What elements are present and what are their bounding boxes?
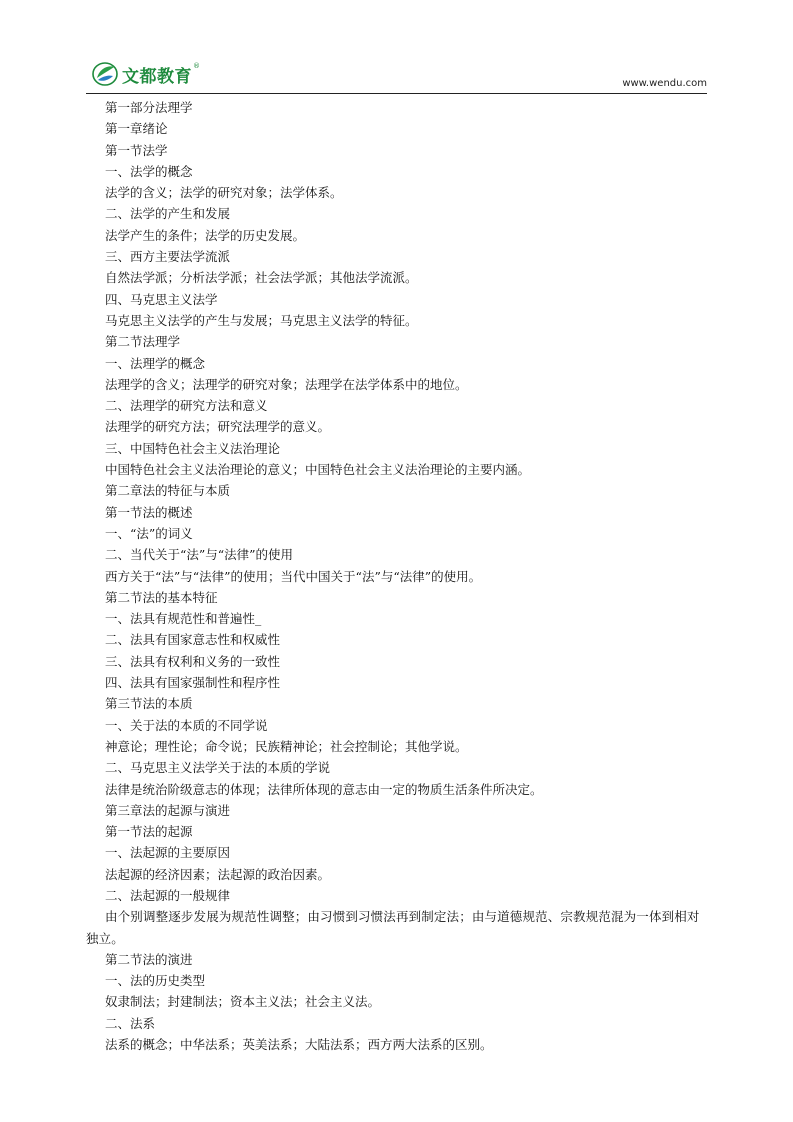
topic-detail: 法系的概念；中华法系；英美法系；大陆法系；西方两大法系的区别。 (105, 1037, 493, 1053)
chapter-title: 第二章法的特征与本质 (105, 483, 231, 499)
topic-detail: 法律是统治阶级意志的体现；法律所体现的意志由一定的物质生活条件所决定。 (105, 781, 543, 797)
topic-heading: 二、法学的产生和发展 (105, 206, 231, 222)
topic-heading: 一、法具有规范性和普遍性_ (105, 611, 262, 627)
topic-heading: 一、“法”的词义 (105, 525, 193, 541)
topic-detail: 法理学的含义；法理学的研究对象；法理学在法学体系中的地位。 (105, 376, 468, 392)
topic-heading: 一、法学的概念 (105, 163, 193, 179)
page-header (0, 0, 793, 96)
topic-detail: 神意论；理性论；命令说；民族精神论；社会控制论；其他学说。 (105, 738, 468, 754)
wendu-logo (92, 60, 200, 88)
topic-detail: 西方关于“法”与“法律”的使用；当代中国关于“法”与“法律”的使用。 (105, 568, 482, 584)
chapter-title: 第一章绪论 (105, 121, 168, 137)
topic-heading: 二、当代关于“法”与“法律”的使用 (105, 547, 294, 563)
topic-detail: 法学的含义；法学的研究对象；法学体系。 (105, 185, 343, 201)
topic-detail: 法起源的经济因素；法起源的政治因素。 (105, 866, 331, 882)
topic-heading: 三、法具有权利和义务的一致性 (105, 653, 281, 669)
section-title: 第一节法学 (105, 142, 168, 158)
section-title: 第一节法的概述 (105, 504, 193, 520)
topic-heading: 二、马克思主义法学关于法的本质的学说 (105, 760, 331, 776)
topic-heading: 二、法起源的一般规律 (105, 887, 231, 903)
topic-detail: 自然法学派；分析法学派；社会法学派；其他法学流派。 (105, 270, 418, 286)
section-title: 第二节法的基本特征 (105, 589, 218, 605)
logo-registered-mark: ® (193, 62, 200, 70)
wendu-leaf-icon (92, 61, 118, 87)
chapter-title: 第三章法的起源与演进 (105, 802, 231, 818)
topic-detail: 中国特色社会主义法治理论的意义；中国特色社会主义法治理论的主要内涵。 (105, 462, 531, 478)
topic-heading: 四、马克思主义法学 (105, 291, 218, 307)
topic-heading: 二、法理学的研究方法和意义 (105, 398, 268, 414)
topic-heading: 一、法的历史类型 (105, 973, 206, 989)
logo-text: 文都教育 (122, 66, 192, 87)
topic-heading: 一、关于法的本质的不同学说 (105, 717, 268, 733)
section-title: 第二节法的演进 (105, 951, 193, 967)
section-title: 第三节法的本质 (105, 696, 193, 712)
topic-detail: 马克思主义法学的产生与发展；马克思主义法学的特征。 (105, 312, 418, 328)
topic-heading: 二、法具有国家意志性和权威性 (105, 632, 281, 648)
site-url: www.wendu.com (622, 78, 707, 89)
topic-detail: 法理学的研究方法；研究法理学的意义。 (105, 419, 331, 435)
topic-heading: 二、法系 (105, 1015, 156, 1031)
topic-detail: 法学产生的条件；法学的历史发展。 (105, 227, 306, 243)
section-title: 第一节法的起源 (105, 824, 193, 840)
topic-heading: 四、法具有国家强制性和程序性 (105, 675, 281, 691)
topic-heading: 三、西方主要法学流派 (105, 249, 231, 265)
header-divider (86, 93, 707, 94)
topic-detail-paragraph: 由个别调整逐步发展为规范性调整；由习惯到习惯法再到制定法；由与道德规范、宗教规范混为一体到相对独立。 (86, 909, 700, 946)
topic-detail: 奴隶制法；封建制法；资本主义法；社会主义法。 (105, 994, 381, 1010)
section-title: 第二节法理学 (105, 334, 181, 350)
topic-heading: 三、中国特色社会主义法治理论 (105, 440, 281, 456)
part-title: 第一部分法理学 (105, 100, 193, 115)
topic-heading: 一、法理学的概念 (105, 355, 206, 371)
document-body (86, 97, 710, 1055)
topic-heading: 一、法起源的主要原因 (105, 845, 231, 861)
